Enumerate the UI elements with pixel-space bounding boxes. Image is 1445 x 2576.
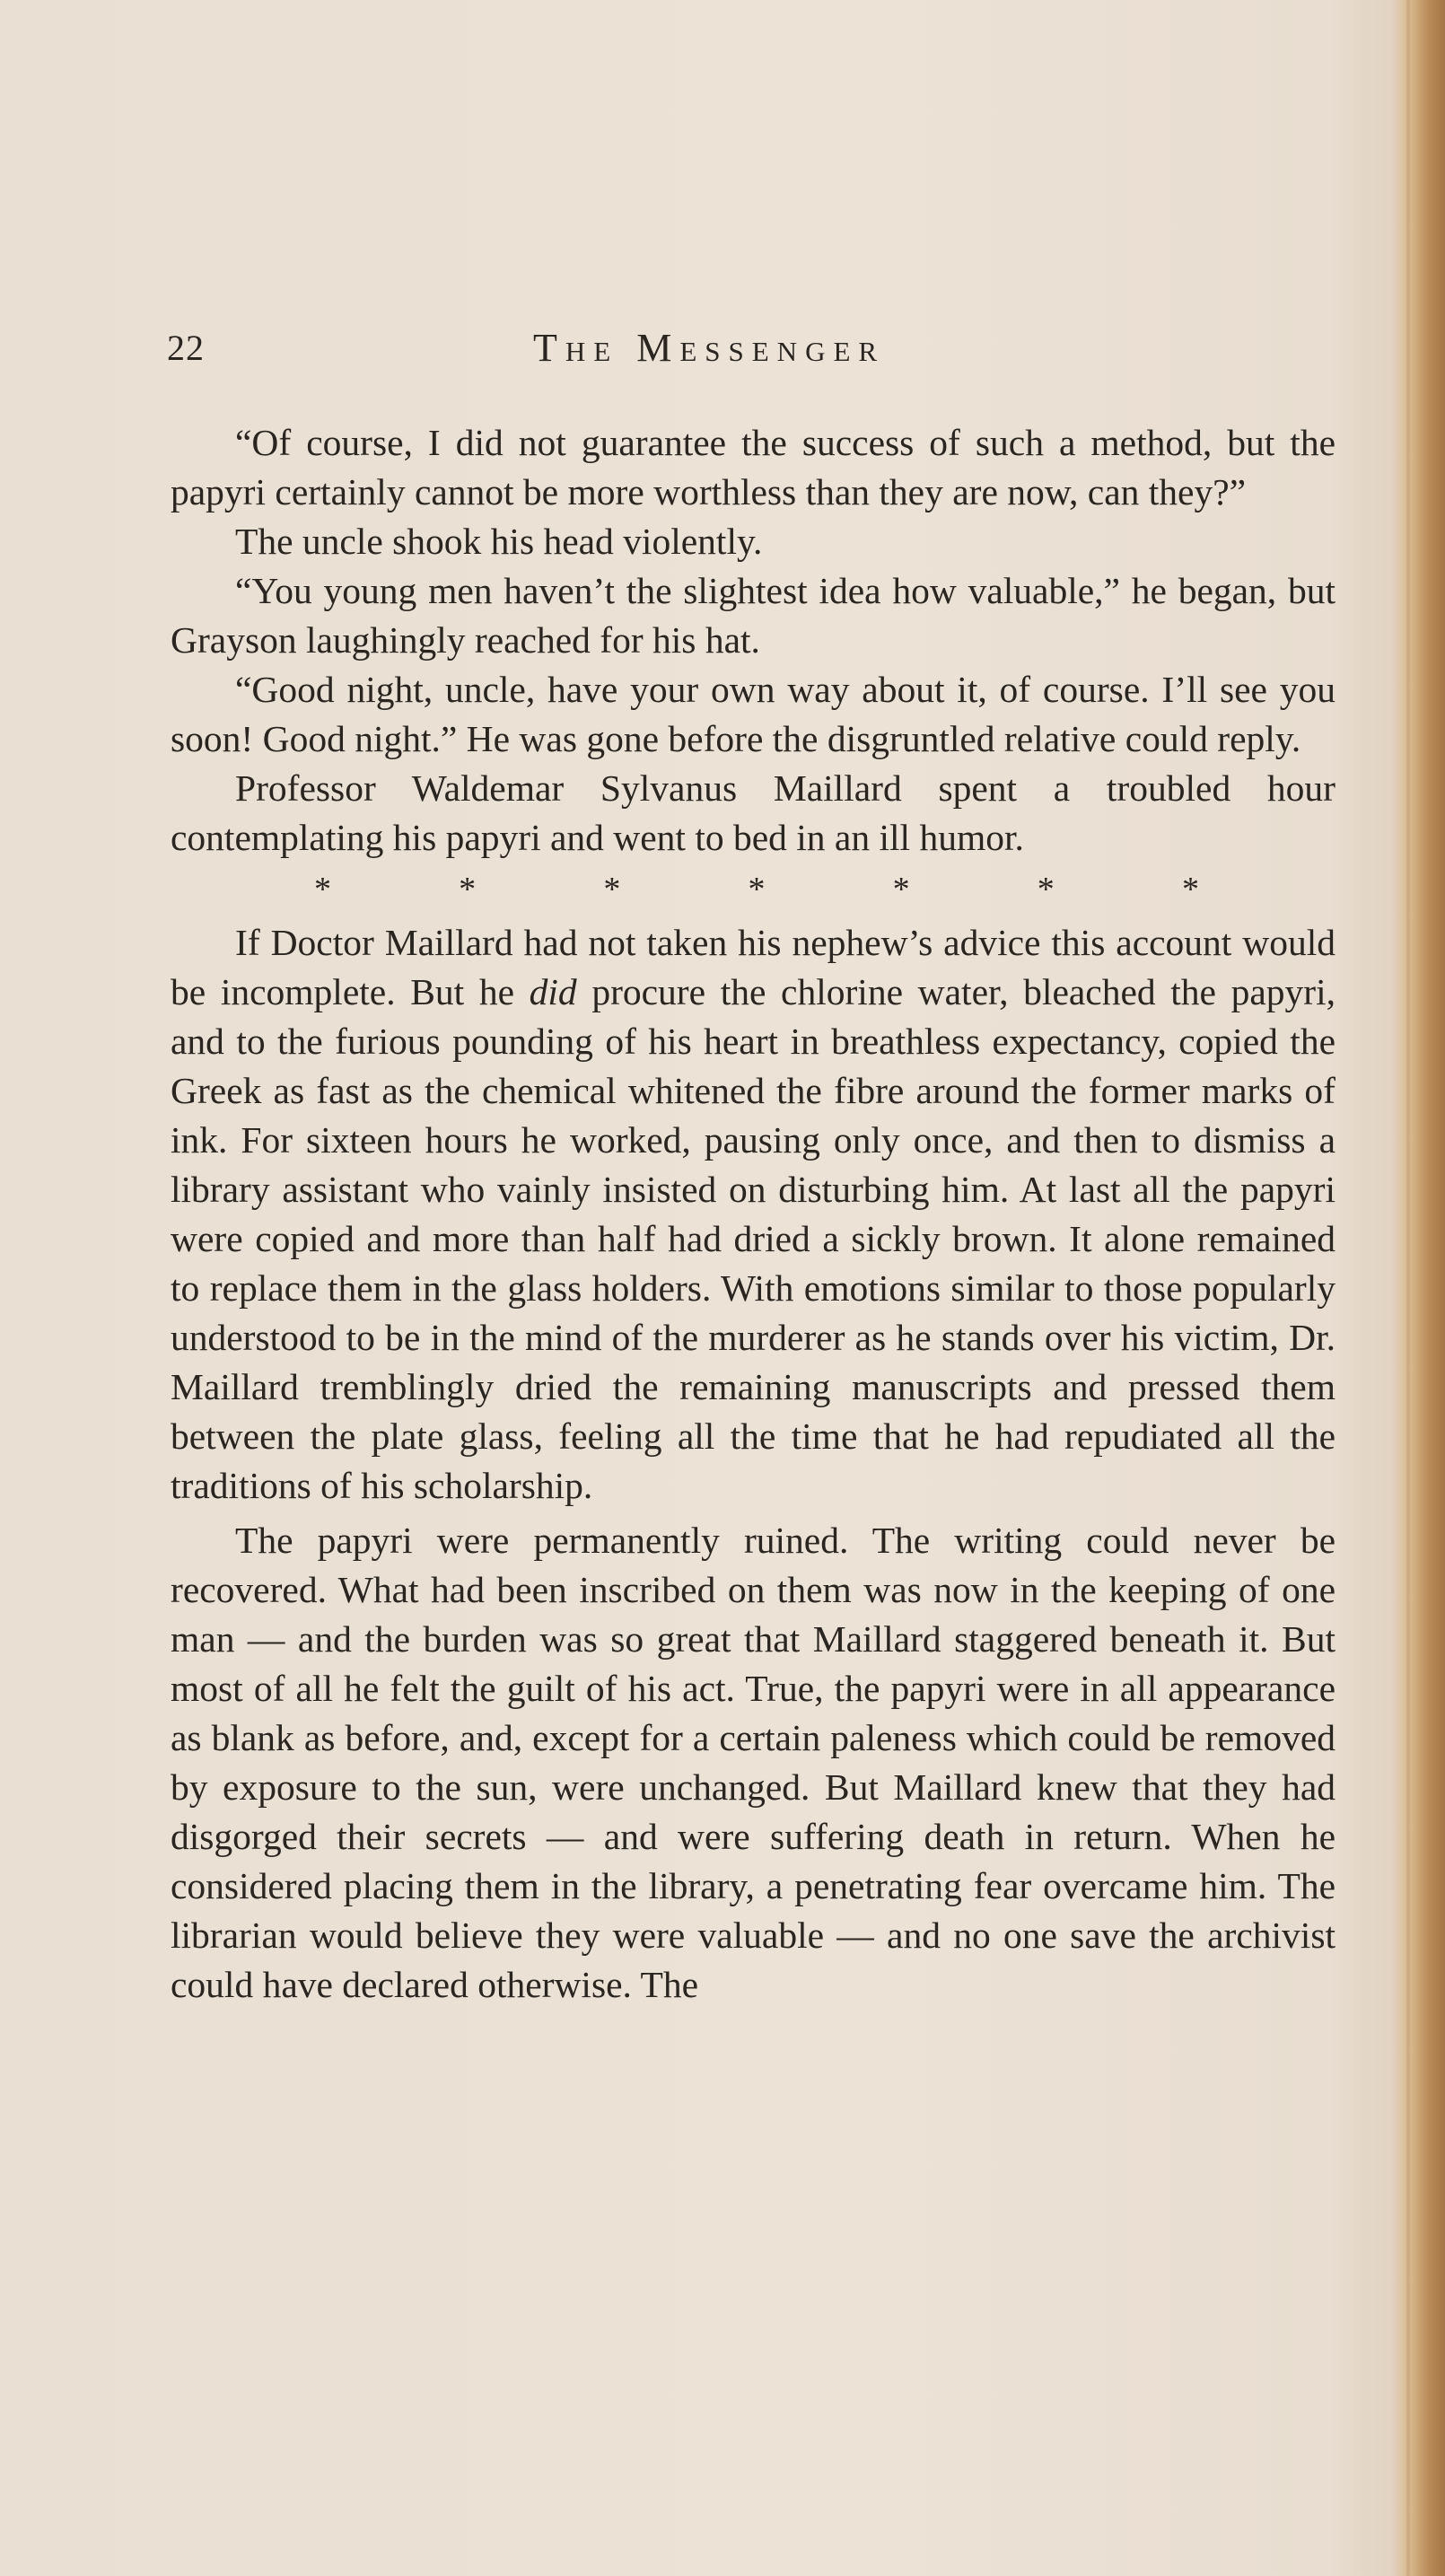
section-break-star: * — [1181, 871, 1199, 908]
section-break-star: * — [892, 871, 910, 908]
paragraph-6-text-end: procure the chlorine water, bleached the papyri, and to the furious pounding of his heart in breathless expectancy, copied the Greek as fast as the chemical whitened the fibre around the former marks of ink. For sixteen hours he worked, pausing only once, and then to dismiss a library assistant who vainly insisted on disturbing him. At last all the papyri were copied and more than half had dried a sickly brown. It alone remained to replace them in the glass holders. With emotions similar to those popularly understood to be in the mind of the murderer as he stands over his victim, Dr. Maillard tremblingly dried the remaining manuscripts and pressed them between the plate glass, feeling all the time that he had repudiated all the traditions of his scholarship. — [171, 971, 1336, 1506]
section-break — [171, 863, 1336, 916]
page-edge-shadow — [1406, 0, 1411, 2576]
body-text — [171, 418, 1336, 2010]
paragraph-6-emphasis: did — [529, 971, 577, 1012]
section-break-star: * — [459, 871, 477, 908]
paragraph-4: “Good night, uncle, have your own way about it, of course. I’ll see you soon! Good night.” He was gone before the disgruntled relative could reply. — [171, 669, 1336, 759]
paragraph-1: “Of course, I did not guarantee the success of such a method, but the papyri certainly cannot be more worthless than they are now, can they?” — [171, 422, 1336, 513]
page-header — [167, 321, 1334, 375]
section-break-star: * — [748, 871, 766, 908]
section-break-star: * — [603, 871, 621, 908]
paragraph-6-text-start: If Doctor Maillard had not taken his nephew’s advice this account would be incomplete. But he — [171, 922, 1336, 1012]
page-number: 22 — [167, 328, 205, 368]
section-break-star: * — [314, 871, 331, 908]
page-edge — [1391, 0, 1445, 2576]
paragraph-3: “You young men haven’t the slightest idea how valuable,” he began, but Grayson laughingly reached for his hat. — [171, 570, 1336, 661]
paragraph-5: Professor Waldemar Sylvanus Maillard spent a troubled hour contemplating his papyri and went to bed in an ill humor. — [171, 767, 1336, 858]
paragraph-2: The uncle shook his head violently. — [235, 521, 763, 562]
section-break-star: * — [1037, 871, 1055, 908]
running-head: The Messenger — [533, 326, 886, 370]
paragraph-6 — [171, 918, 1336, 1511]
paragraph-7: The papyri were permanently ruined. The writing could never be recovered. What had been inscribed on them was now in the keeping of one man — and the burden was so great that Maillard staggered beneath it. But most of all he felt the guilt of his act. True, the papyri were in all appearance as blank as before, and, except for a certain paleness which could be removed by exposure to the sun, were unchanged. But Maillard knew that they had disgorged their secrets — and were suffering death in return. When he considered placing them in the library, a penetrating fear overcame him. The librarian would believe they were valuable — and no one save the archivist could have declared otherwise. The — [171, 1520, 1336, 2005]
